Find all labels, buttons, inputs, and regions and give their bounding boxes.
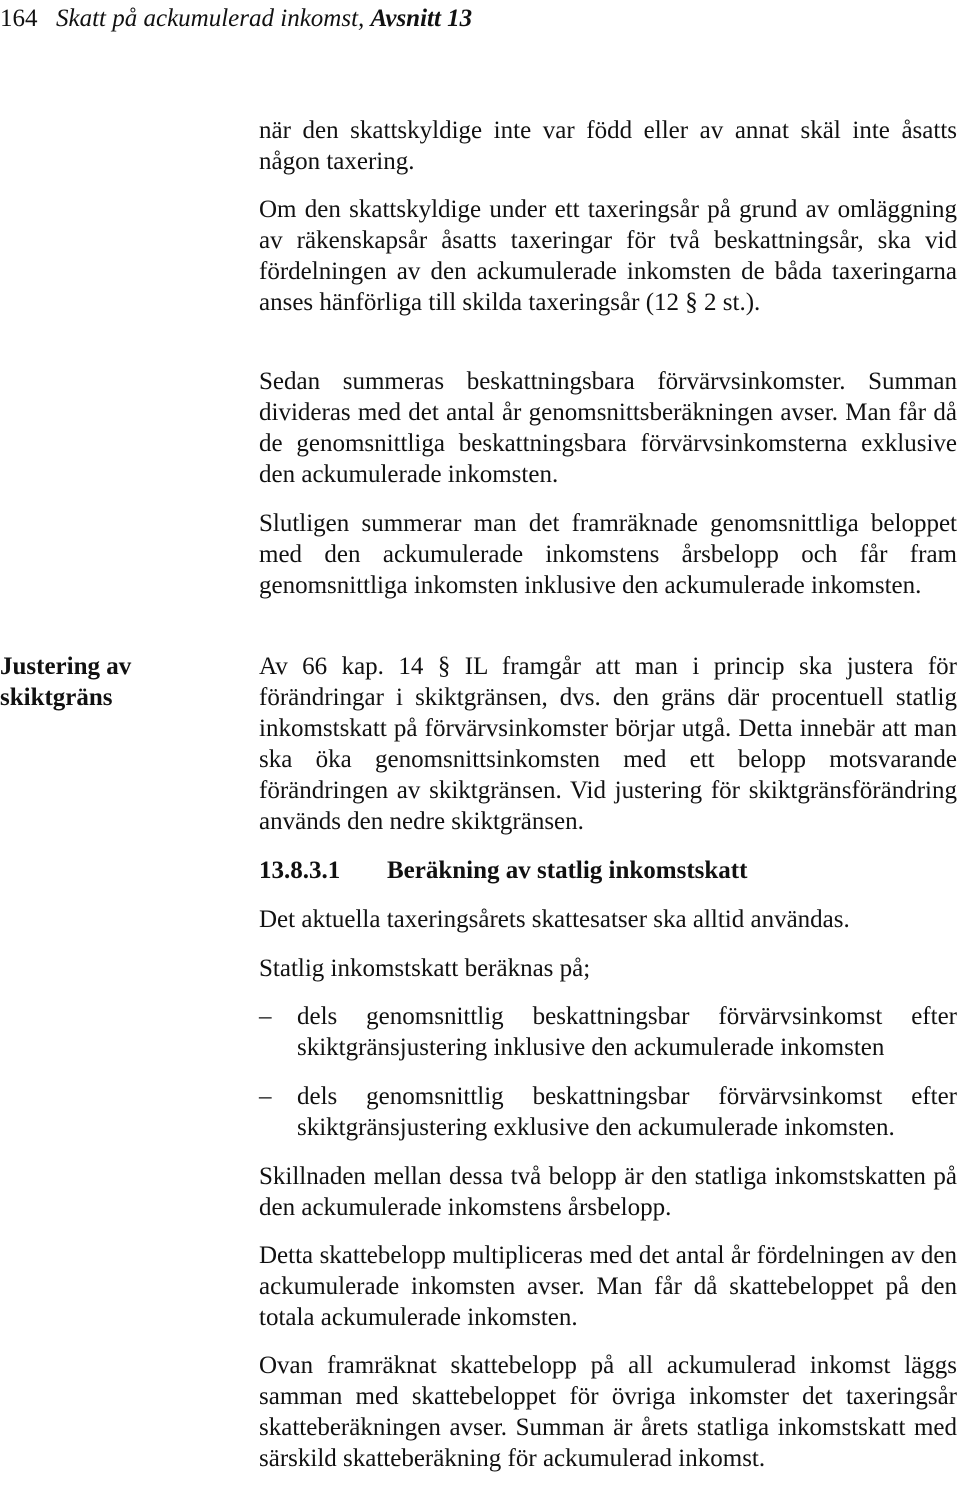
section-heading	[259, 855, 957, 887]
paragraph: Detta skattebelopp multipliceras med det antal år fördelningen av den ackumulerade inkomsten avser. Man får då skattebeloppet på den totala ackumulerade inkomsten.	[259, 1242, 957, 1331]
paragraph: när den skattskyldige inte var född eller av annat skäl inte åsatts någon taxering.	[259, 117, 957, 175]
section-number: 13.8.3.1	[259, 857, 341, 884]
bullet-item	[259, 1081, 957, 1143]
paragraph: Sedan summeras beskattningsbara förvärvsinkomster. Summan divideras med det antal år genomsnittsberäkningen avser. Man får då de genomsnittliga beskattningsbara förvärvsinkomsterna exklusive den ackumulerade inkomsten.	[259, 368, 957, 488]
paragraph: Slutligen summerar man det framräknade genomsnittliga beloppet med den ackumulerade inkomstens årsbelopp och får fram genomsnittliga inkomsten inklusive den ackumulerade inkomsten.	[259, 510, 957, 599]
margin-note	[0, 651, 180, 713]
margin-note-line-2: skiktgräns	[0, 684, 113, 711]
running-title-section: Avsnitt 13	[370, 5, 473, 32]
paragraph: Skillnaden mellan dessa två belopp är den statliga inkomstskatten på den ackumulerade inkomstens årsbelopp.	[259, 1163, 957, 1221]
paragraph: Statlig inkomstskatt beräknas på;	[259, 955, 591, 982]
section-title: Beräkning av statlig inkomstskatt	[387, 857, 748, 884]
bullet-text: dels genomsnittlig beskattningsbar förvärvsinkomst efter skiktgränsjustering exklusive den ackumulerade inkomsten.	[297, 1083, 957, 1141]
paragraph: Av 66 kap. 14 § IL framgår att man i princip ska justera för förändringar i skiktgränsen, dvs. den gräns där procentuell statlig inkomstskatt på förvärvsinkomster börjar utgå. Detta innebär att man ska öka genomsnittsinkomsten med ett belopp motsvarande förändringen av skiktgränsen. Vid justering för skiktgränsförändring används den nedre skiktgränsen.	[259, 653, 957, 835]
paragraph: Om den skattskyldige under ett taxeringsår på grund av omläggning av räkenskapsår åsatts taxeringar för två beskattningsår, ska vid fördelningen av den ackumulerade inkomsten de båda taxeringarna anses hänförliga till skilda taxeringsår (12 § 2 st.).	[259, 196, 957, 316]
bullet-item	[259, 1001, 957, 1063]
running-title-main: Skatt på ackumulerad inkomst,	[56, 5, 365, 32]
bullet-text: dels genomsnittlig beskattningsbar förvärvsinkomst efter skiktgränsjustering inklusive den ackumulerade inkomsten	[297, 1003, 957, 1061]
paragraph: Ovan framräknat skattebelopp på all ackumulerad inkomst läggs samman med skattebeloppet för övriga inkomster det taxeringsår skatteberäkningen avser. Summan är årets statliga inkomstskatt med särskild skatteberäkning för ackumulerad inkomst.	[259, 1352, 957, 1472]
margin-note-line-1: Justering av	[0, 653, 132, 680]
dash-bullet-icon: –	[259, 1003, 272, 1030]
running-title	[56, 5, 472, 32]
page-header	[0, 2, 472, 36]
dash-bullet-icon: –	[259, 1083, 272, 1110]
paragraph: Det aktuella taxeringsårets skattesatser ska alltid användas.	[259, 906, 850, 933]
page-number: 164	[0, 5, 38, 32]
